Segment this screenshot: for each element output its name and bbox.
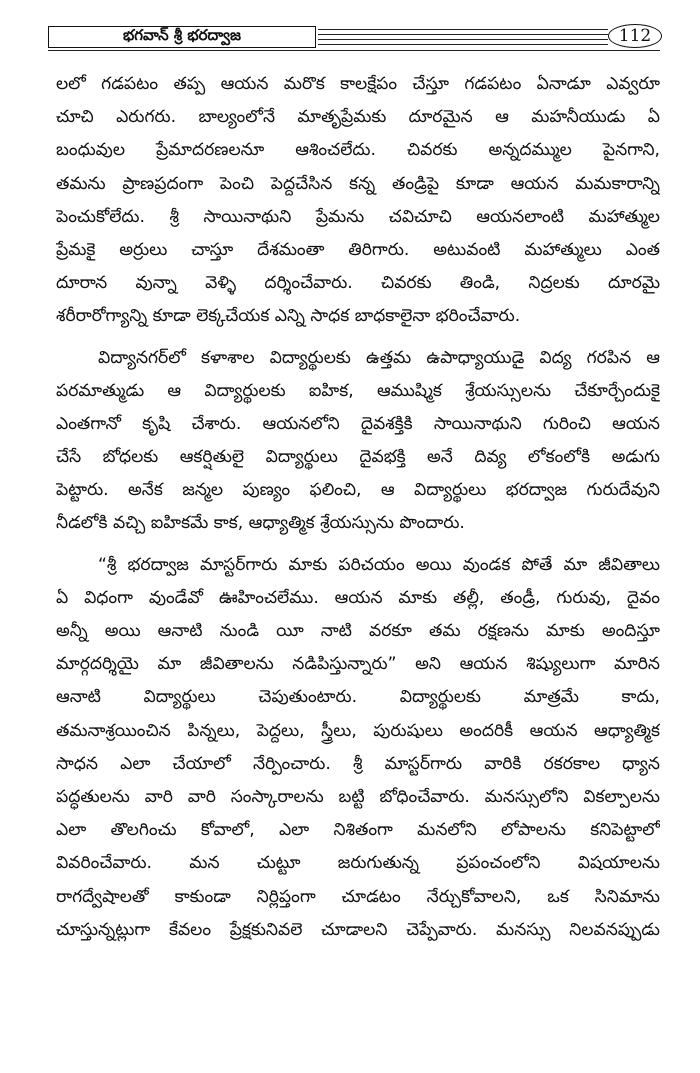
text-line: విద్యానగర్‌లో కళాశాల విద్యార్థులకు ఉత్తమ ఉపాధ్యాయుడై విద్య గరపిన ఆ — [98, 347, 660, 368]
text-line: వివరించేవారు. మన చుట్టూ జరుగుతున్న ప్రపంచంలోని విషయాలను — [56, 853, 660, 874]
header-divider — [48, 50, 660, 51]
text-line: ఏ విధంగా వుండేవో ఊహించలేము. ఆయన మాకు తల్లీ, తండ్రీ, గురువు, దైవం — [56, 587, 660, 608]
text-line: పెంచుకోలేదు. శ్రీ సాయినాథుని ప్రేమను చవిచూచి ఆయనలాంటి మహాత్ముల — [56, 206, 660, 227]
text-line: రాగద్వేషాలతో కాకుండా నిర్లిప్తంగా చూడటం నేర్చుకోవాలని, ఒక సినిమాను — [56, 886, 660, 907]
text-line: నీడలోకి వచ్చి ఐహికమే కాక, ఆధ్యాత్మిక శ్రేయస్సును పొందారు. — [56, 513, 465, 534]
text-line: ఆనాటి విద్యార్థులు చెపుతుంటారు. విద్యార్థులకు మాత్రమే కాదు, — [56, 687, 660, 708]
text-line: ఎలా తొలగించు కోవాలో, ఎలా నిశితంగా మనలోని లోపాలను కనిపెట్టాలో — [56, 820, 660, 841]
text-line: శరీరారోగ్యాన్ని కూడా లెక్కచేయక ఎన్ని సాధక బాధకాలైనా భరించేవారు. — [56, 306, 521, 327]
text-line: సాధన ఎలా చేయాలో నేర్పించారు. శ్రీ మాస్టర్‌గారు వారికి రకరకాల ధ్యాన — [56, 753, 660, 774]
text-line: పద్ధతులను వారి వారి సంస్కారాలను బట్టి బోధించేవారు. మనస్సులోని వికల్పాలను — [56, 786, 660, 807]
paragraph — [56, 342, 660, 541]
running-head-title: భగవాన్ శ్రీ భరద్వాజ — [48, 26, 316, 48]
text-line: తమనాశ్రయించిన పిన్నలు, పెద్దలు, స్త్రీలు, పురుషులు అందరికీ ఆయన ఆధ్యాత్మిక — [56, 720, 660, 741]
paragraph — [56, 68, 660, 334]
page-number: 112 — [608, 24, 662, 48]
text-line: పరమాత్ముడు ఆ విద్యార్థులకు ఐహిక, ఆముష్మిక శ్రేయస్సులను చేకూర్చేందుకై — [56, 380, 660, 401]
text-line: అన్నీ అయి ఆనాటి నుండి యీ నాటి వరకూ తమ రక్షణను మాకు అందిస్తూ — [56, 621, 660, 641]
text-line: చూస్తున్నట్లుగా కేవలం ప్రేక్షకునివలె చూడాలని చెప్పేవారు. మనస్సు నిలవనప్పుడు — [56, 919, 660, 940]
text-line: దూరాన వున్నా వెళ్ళి దర్శించేవారు. చివరకు తిండి, నిద్రలకు దూరమై — [56, 273, 660, 294]
text-line: ఎంతగానో కృషి చేశారు. ఆయనలోని దైవశక్తికి సాయినాథుని గురించి ఆయన — [56, 413, 660, 434]
text-line: చేసే బోధలకు ఆకర్షితులై విద్యార్థులు దైవభక్తి అనే దివ్య లోకంలోకి అడుగు — [56, 447, 660, 468]
header-decorative-rules — [318, 29, 608, 45]
text-line: పెట్టారు. అనేక జన్మల పుణ్యం ఫలించి, ఆ విద్యార్థులు భరద్వాజ గురుదేవుని — [56, 480, 660, 501]
text-line: ప్రేమకై అర్రులు చాస్తూ దేశమంతా తిరిగారు. అటువంటి మహాత్ములు ఎంత — [56, 239, 660, 260]
text-line: చూచి ఎరుగరు. బాల్యంలోనే మాతృప్రేమకు దూరమైన ఆ మహనీయుడు ఏ — [56, 107, 660, 128]
text-line: లలో గడపటం తప్ప ఆయన మరొక కాలక్షేపం చేస్తూ గడపటం ఏనాడూ ఎవ్వరూ — [56, 74, 660, 94]
text-line: తమను ప్రాణప్రదంగా పెంచి పెద్దచేసిన కన్న తండ్రిపై కూడా ఆయన మమకారాన్ని — [56, 173, 660, 194]
body-text — [56, 68, 660, 947]
paragraph — [56, 549, 660, 947]
text-line: మార్గదర్శియై మా జీవితాలను నడిపిస్తున్నారు” అని ఆయన శిష్యులుగా మారిన — [56, 654, 660, 675]
text-line: “శ్రీ భరద్వాజ మాస్టర్‌గారు మాకు పరిచయం అయి వుండక పోతే మా జీవితాలు — [98, 554, 660, 575]
page-header — [48, 26, 660, 52]
text-line: బంధువుల ప్రేమాదరణలనూ ఆశించలేదు. చివరకు అన్నదమ్ముల పైనగాని, — [56, 140, 660, 161]
